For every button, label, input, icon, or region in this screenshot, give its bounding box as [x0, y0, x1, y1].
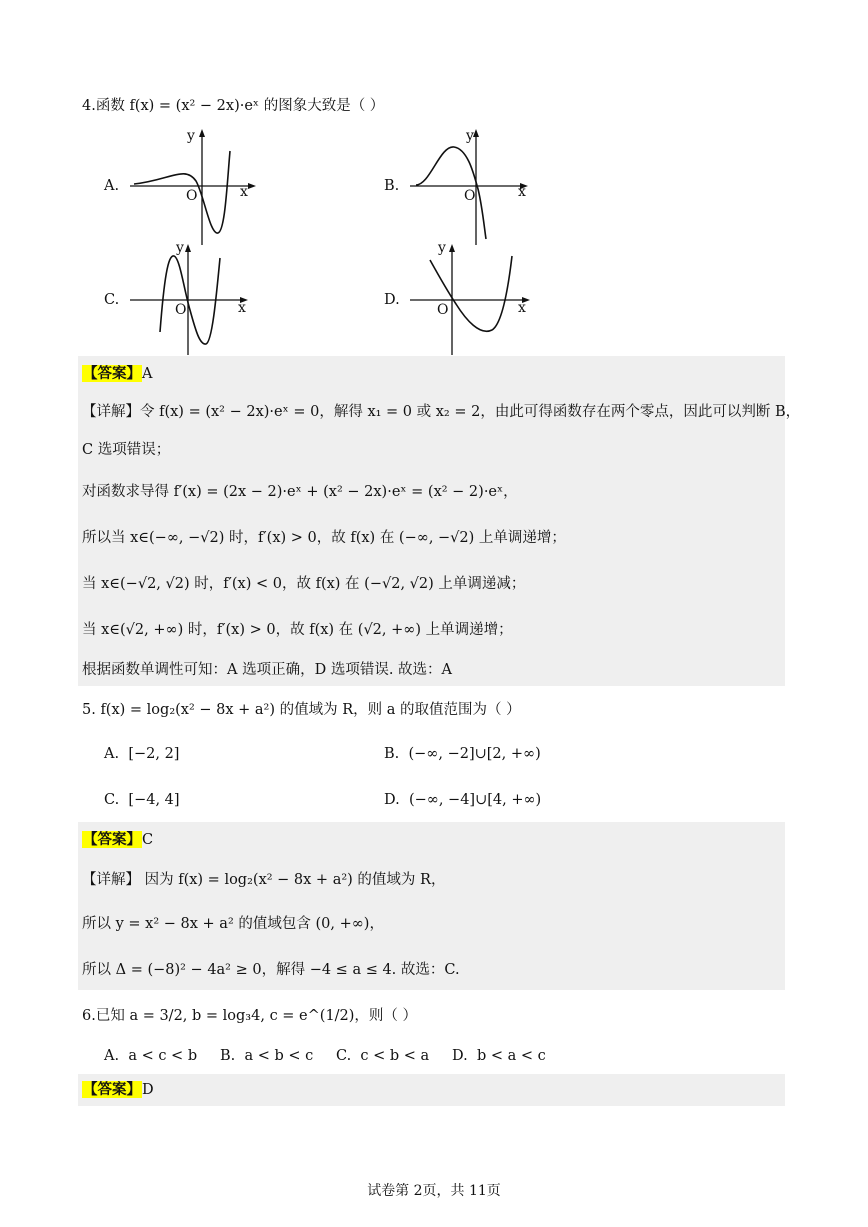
q5-option-d-text: (−∞, −4]∪[4, +∞): [408, 792, 542, 808]
q6-stem: 6.已知 a = 3/2, b = log₃4, c = e^(1/2)，则（ ）: [82, 1008, 418, 1024]
q5-detail-line-2: 所以 y = x² − 8x + a² 的值域包含 (0, +∞)，: [82, 916, 384, 932]
q5-detail-text-1: 因为 f(x) = log₂(x² − 8x + a²) 的值域为 R，: [140, 872, 446, 888]
q4-graph-d-x-label: x: [518, 300, 526, 316]
q6-option-c-text: c < b < a: [360, 1048, 430, 1064]
q4-detail-line-4: 所以当 x∈(−∞, −√2) 时，f′(x) > 0，故 f(x) 在 (−∞, −√2) 上单调递增；: [82, 530, 566, 546]
q4-graph-b-x-label: x: [518, 184, 526, 200]
q4-stem: 4.函数 f(x) = (x² − 2x)·eˣ 的图象大致是（ ）: [82, 98, 385, 114]
q6-option-c: [336, 1046, 429, 1066]
q4-graph-c-y-label: y: [176, 240, 184, 256]
q6-answer-block: [78, 1074, 785, 1106]
q4-detail-line-6: 当 x∈(√2, +∞) 时，f′(x) > 0，故 f(x) 在 (√2, +∞) 上单调递增；: [82, 622, 513, 638]
q6-option-c-label: C.: [336, 1048, 352, 1064]
q5-detail-line-3: 所以 Δ = (−8)² − 4a² ≥ 0，解得 −4 ≤ a ≤ 4. 故选：C.: [82, 962, 460, 978]
q6-answer-value: D: [142, 1082, 154, 1098]
q5-option-b: [384, 744, 541, 764]
q4-option-d-label: D.: [384, 292, 400, 308]
q6-answer-tag: 【答案】: [83, 1081, 141, 1098]
q5-detail-tag: 【详解】: [82, 872, 140, 888]
q4-graph-c-origin: O: [175, 302, 187, 318]
q4-graph-a-y-label: y: [187, 128, 195, 144]
q5-option-d: [384, 790, 541, 810]
q4-graph-a-origin: O: [186, 188, 198, 204]
q4-graph-c-x-label: x: [238, 300, 246, 316]
q5-option-d-label: D.: [384, 792, 400, 808]
q4-detail-line-7: 根据函数单调性可知：A 选项正确，D 选项错误. 故选：A: [82, 662, 453, 678]
q5-option-a-text: [−2, 2]: [128, 746, 180, 762]
q4-detail-line-5: 当 x∈(−√2, √2) 时，f′(x) < 0，故 f(x) 在 (−√2, √2) 上单调递减；: [82, 576, 526, 592]
q5-option-a: [104, 744, 179, 764]
q6-option-d-label: D.: [452, 1048, 468, 1064]
q4-graph-c: [130, 240, 260, 355]
q5-detail-line-1: [82, 870, 445, 890]
q4-graph-d-y-label: y: [438, 240, 446, 256]
q4-graph-d: [410, 240, 540, 355]
q6-answer: [82, 1080, 154, 1100]
q5-answer-value: C: [142, 832, 154, 848]
q5-option-a-label: A.: [104, 746, 120, 762]
q4-option-b-label: B.: [384, 178, 400, 194]
q4-graph-d-origin: O: [437, 302, 449, 318]
q4-option-c-label: C.: [104, 292, 120, 308]
q4-graph-b-y-label: y: [466, 128, 474, 144]
q5-answer: [82, 830, 153, 850]
q6-option-b-label: B.: [220, 1048, 236, 1064]
q4-answer-tag: 【答案】: [83, 365, 141, 382]
q6-option-a-label: A.: [104, 1048, 120, 1064]
q5-option-c-label: C.: [104, 792, 120, 808]
page-footer: 试卷第 2页，共 11页: [367, 1183, 501, 1199]
q6-option-d: [452, 1046, 546, 1066]
q5-stem: 5. f(x) = log₂(x² − 8x + a²) 的值域为 R，则 a 的取值范围为（ ）: [82, 702, 521, 718]
q5-option-b-label: B.: [384, 746, 400, 762]
q4-detail-line-3: 对函数求导得 f′(x) = (2x − 2)·eˣ + (x² − 2x)·eˣ = (x² − 2)·eˣ，: [82, 484, 518, 500]
q4-detail-line-2: C 选项错误；: [82, 442, 171, 458]
q6-option-d-text: b < a < c: [476, 1048, 546, 1064]
q4-answer: [82, 364, 152, 384]
q5-option-b-text: (−∞, −2]∪[2, +∞): [408, 746, 541, 762]
q4-detail-line-1: [82, 402, 800, 422]
q5-answer-tag: 【答案】: [83, 831, 141, 848]
q6-option-a-text: a < c < b: [128, 1048, 198, 1064]
q4-graph-b-origin: O: [464, 188, 476, 204]
q6-option-a: [104, 1046, 197, 1066]
q6-option-b: [220, 1046, 313, 1066]
q4-answer-value: A: [142, 366, 153, 382]
q4-option-a-label: A.: [104, 178, 120, 194]
q5-option-c-text: [−4, 4]: [128, 792, 180, 808]
q4-detail-text-1: 令 f(x) = (x² − 2x)·eˣ = 0，解得 x₁ = 0 或 x₂ = 2，由此可得函数存在两个零点，因此可以判断 B，: [140, 404, 801, 420]
q4-graph-a-x-label: x: [240, 184, 248, 200]
q4-detail-tag: 【详解】: [82, 404, 140, 420]
q5-option-c: [104, 790, 180, 810]
q6-option-b-text: a < b < c: [244, 1048, 314, 1064]
